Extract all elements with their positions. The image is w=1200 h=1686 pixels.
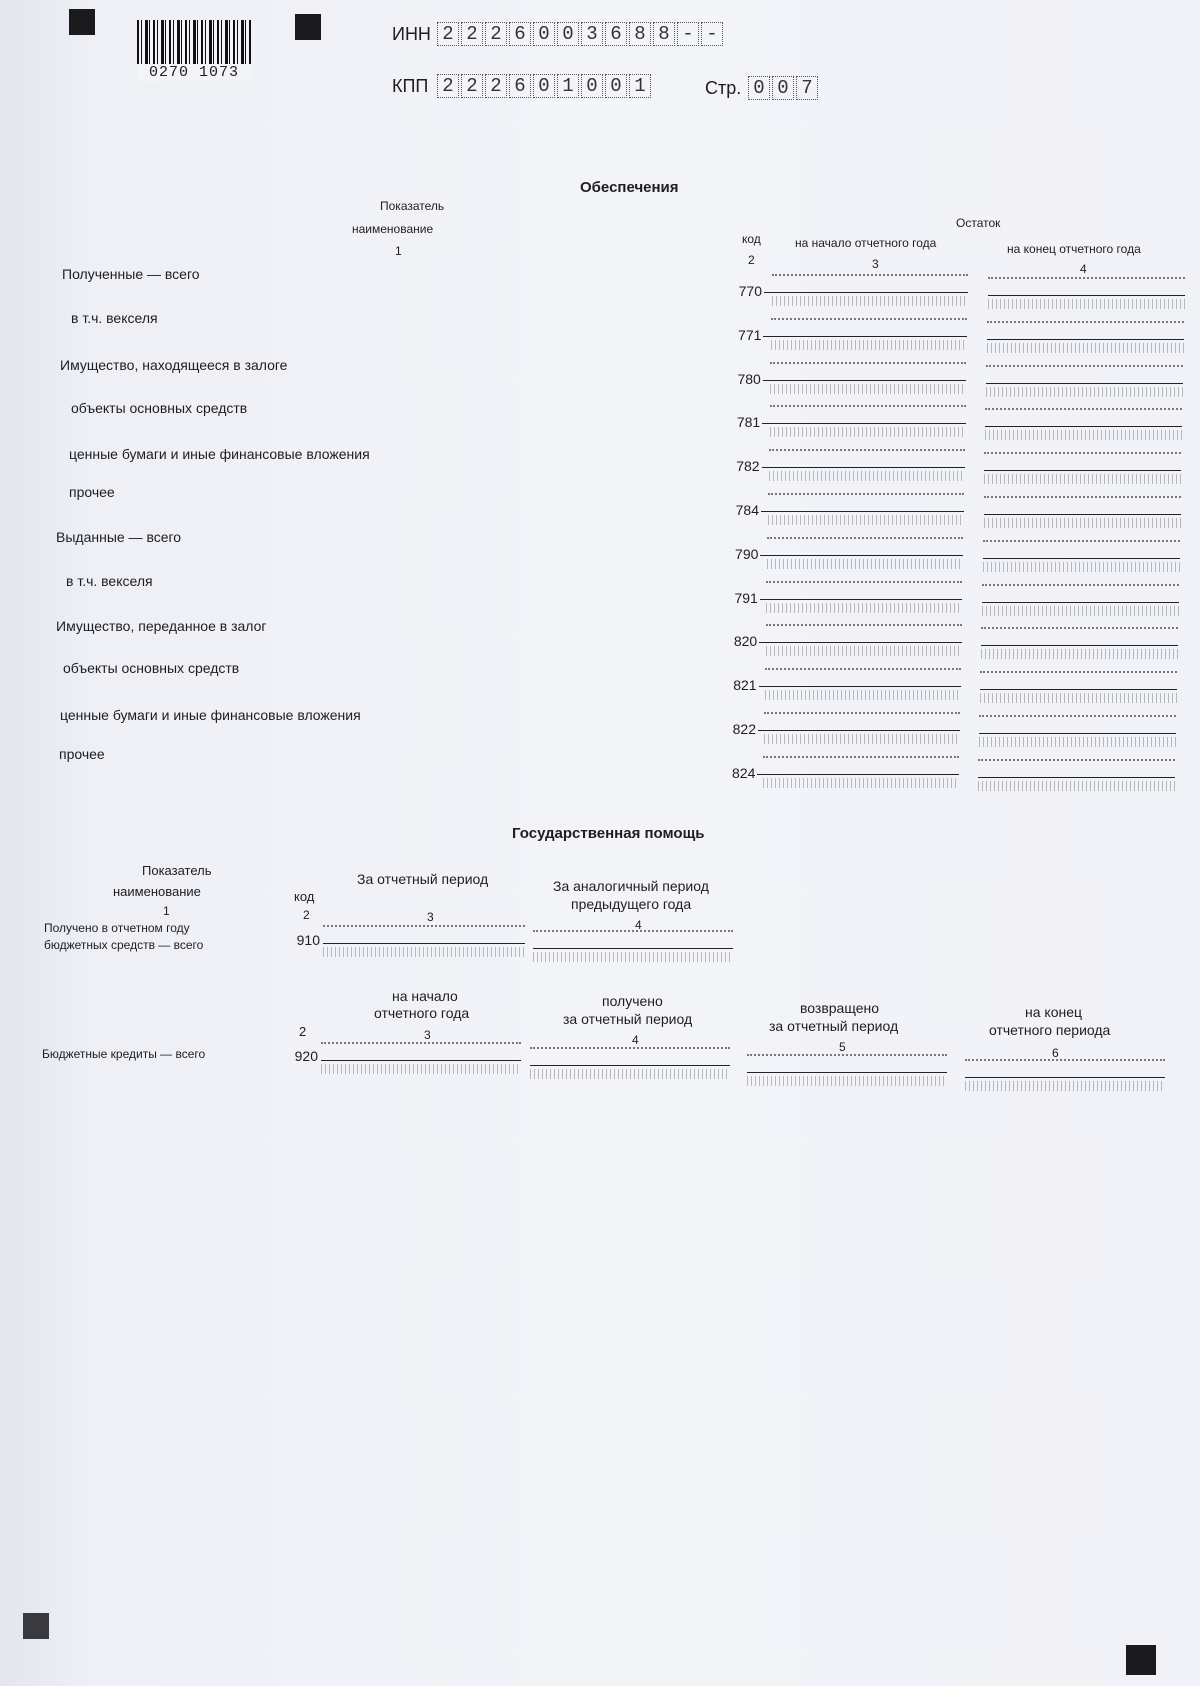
row-910-code: 910: [296, 932, 320, 948]
credits-received-line2: за отчетный период: [563, 1011, 693, 1027]
collateral-row-label: прочее: [69, 484, 115, 500]
credits-col-6: 6: [1052, 1046, 1059, 1060]
credits-col-2: 2: [299, 1024, 307, 1039]
collateral-row-label: ценные бумаги и иные финансовые вложения: [69, 446, 370, 462]
collateral-row-code: 782: [736, 458, 760, 475]
collateral-row-code: 820: [733, 633, 758, 650]
kpp-cells[interactable]: [437, 74, 653, 98]
inn-digit-cell[interactable]: 8: [629, 22, 651, 46]
corner-marker-top-left: [69, 9, 95, 35]
credits-start-line2: отчетного года: [374, 1005, 470, 1021]
kpp-digit-cell[interactable]: 2: [485, 74, 507, 98]
row-920-received-field[interactable]: [530, 1047, 730, 1083]
collateral-row-label: объекты основных средств: [71, 400, 248, 416]
aid-col-period: За отчетный период: [357, 871, 489, 887]
kpp-digit-cell[interactable]: 1: [629, 74, 651, 98]
credits-returned-line2: за отчетный период: [769, 1018, 899, 1034]
aid-col-4: 4: [635, 918, 642, 932]
inn-digit-cell[interactable]: 2: [485, 22, 507, 46]
collateral-row-code: 781: [736, 414, 761, 431]
page-digit-cell[interactable]: 7: [796, 76, 818, 100]
inn-digit-cell[interactable]: 2: [437, 22, 459, 46]
credits-col-4: 4: [632, 1033, 639, 1047]
collateral-row-label: Имущество, находящееся в залоге: [60, 357, 288, 373]
collateral-end-field[interactable]: [983, 540, 1180, 576]
col-2: 2: [748, 253, 755, 267]
collateral-row-code: 784: [735, 502, 759, 518]
collateral-row-code: 790: [735, 545, 759, 562]
collateral-end-field[interactable]: [981, 627, 1178, 663]
inn-digit-cell[interactable]: -: [701, 22, 723, 46]
credits-col-5: 5: [839, 1040, 846, 1054]
collateral-end-field[interactable]: [982, 584, 1179, 620]
inn-digit-cell[interactable]: 8: [653, 22, 675, 46]
aid-col-name: наименование: [113, 884, 201, 899]
aid-col-code: код: [294, 889, 315, 904]
collateral-end-field[interactable]: [979, 715, 1176, 751]
kpp-digit-cell[interactable]: 0: [605, 74, 627, 98]
inn-digit-cell[interactable]: 0: [533, 22, 555, 46]
corner-marker-top: [295, 14, 321, 40]
credits-end-line2: отчетного периода: [989, 1022, 1111, 1038]
kpp-digit-cell[interactable]: 0: [533, 74, 555, 98]
row-920-returned-field[interactable]: [747, 1054, 947, 1090]
collateral-row-label: объекты основных средств: [63, 660, 240, 676]
col-1: 1: [395, 244, 402, 258]
col-4: 4: [1080, 262, 1087, 276]
collateral-end-field[interactable]: [988, 277, 1185, 313]
collateral-row-label: Имущество, переданное в залог: [56, 618, 267, 634]
page-digit-cell[interactable]: 0: [772, 76, 794, 100]
collateral-start-field[interactable]: [764, 712, 960, 748]
collateral-start-field[interactable]: [771, 318, 967, 354]
row-920-start-field[interactable]: [321, 1042, 521, 1078]
row-910-label-line2: бюджетных средств — всего: [44, 938, 204, 952]
collateral-row-label: прочее: [59, 746, 105, 762]
collateral-end-field[interactable]: [986, 365, 1183, 401]
collateral-row-code: 780: [737, 370, 761, 387]
barcode-bars: [137, 20, 251, 64]
row-910-period-field[interactable]: [323, 925, 525, 961]
collateral-end-field[interactable]: [984, 496, 1181, 532]
kpp-label: КПП: [392, 76, 429, 96]
state-aid-title: Государственная помощь: [512, 825, 705, 842]
collateral-row-code: 822: [732, 721, 756, 737]
collateral-start-field[interactable]: [769, 449, 965, 485]
collateral-end-field[interactable]: [987, 321, 1184, 357]
inn-digit-cell[interactable]: 3: [581, 22, 603, 46]
collateral-end-field[interactable]: [985, 408, 1182, 444]
row-920-code: 920: [294, 1048, 318, 1064]
row-910-prev-field[interactable]: [533, 930, 733, 966]
corner-marker-bottom-left: [23, 1613, 49, 1639]
collateral-row-label: ценные бумаги и иные финансовые вложения: [60, 707, 361, 723]
page-digit-cell[interactable]: 0: [748, 76, 770, 100]
barcode: [137, 20, 251, 81]
collateral-row-code: 821: [733, 677, 757, 694]
collateral-end-field[interactable]: [978, 759, 1175, 795]
credits-start-line1: на начало: [392, 988, 458, 1004]
collateral-row-code: 791: [734, 589, 758, 606]
inn-digit-cell[interactable]: 6: [509, 22, 531, 46]
inn-digit-cell[interactable]: 0: [557, 22, 579, 46]
kpp-digit-cell[interactable]: 2: [461, 74, 483, 98]
collateral-start-field[interactable]: [766, 581, 962, 617]
page-label: Стр.: [705, 78, 742, 98]
collateral-row-code: 770: [738, 283, 762, 299]
collateral-end-field[interactable]: [980, 671, 1177, 707]
col-balance: Остаток: [956, 216, 1001, 230]
collateral-start-field[interactable]: [772, 274, 968, 310]
collateral-start-field[interactable]: [766, 624, 962, 660]
collateral-row-code: 824: [732, 764, 756, 781]
aid-col-indicator: Показатель: [142, 863, 212, 878]
inn-digit-cell[interactable]: 6: [605, 22, 627, 46]
kpp-digit-cell[interactable]: 0: [581, 74, 603, 98]
col-name: наименование: [352, 222, 434, 236]
aid-col-prev-line2: предыдущего года: [571, 896, 692, 912]
credits-returned-line1: возвращено: [800, 1000, 880, 1016]
corner-marker-bottom-right: [1126, 1645, 1156, 1675]
aid-col-3: 3: [427, 910, 434, 924]
kpp-digit-cell[interactable]: 2: [437, 74, 459, 98]
collateral-start-field[interactable]: [767, 537, 963, 573]
collateral-start-field[interactable]: [768, 493, 964, 529]
kpp-digit-cell[interactable]: 1: [557, 74, 579, 98]
barcode-number: 0270 1073: [137, 64, 251, 81]
col-end: на конец отчетного года: [1007, 242, 1141, 256]
inn-cells[interactable]: [437, 22, 725, 46]
aid-col-prev-line1: За аналогичный период: [553, 878, 709, 894]
collateral-row-code: 771: [738, 326, 762, 343]
collateral-row-label: в т.ч. векселя: [71, 310, 158, 326]
page-number-cells[interactable]: [748, 76, 820, 100]
collateral-row-label: Полученные — всего: [62, 266, 200, 282]
col-indicator: Показатель: [380, 199, 445, 213]
col-3: 3: [872, 257, 879, 271]
inn-digit-cell[interactable]: -: [677, 22, 699, 46]
row-910-label-line1: Получено в отчетном году: [44, 921, 190, 935]
credits-end-line1: на конец: [1025, 1004, 1083, 1020]
collateral-end-field[interactable]: [984, 452, 1181, 488]
collateral-row-label: в т.ч. векселя: [66, 573, 153, 589]
kpp-digit-cell[interactable]: 6: [509, 74, 531, 98]
collateral-row-label: Выданные — всего: [56, 529, 182, 545]
credits-received-line1: получено: [602, 993, 663, 1009]
col-start: на начало отчетного года: [795, 236, 937, 250]
collateral-start-field[interactable]: [765, 668, 961, 704]
row-920-end-field[interactable]: [965, 1059, 1165, 1095]
col-code: код: [742, 232, 761, 246]
collateral-start-field[interactable]: [770, 405, 966, 441]
aid-col-1: 1: [163, 904, 170, 918]
inn-digit-cell[interactable]: 2: [461, 22, 483, 46]
collateral-start-field[interactable]: [763, 756, 959, 792]
credits-col-3: 3: [424, 1028, 431, 1042]
collateral-start-field[interactable]: [770, 362, 966, 398]
row-920-label: Бюджетные кредиты — всего: [42, 1047, 206, 1061]
inn-label: ИНН: [392, 24, 431, 44]
collateral-title: Обеспечения: [580, 179, 679, 196]
aid-col-2: 2: [303, 908, 310, 922]
